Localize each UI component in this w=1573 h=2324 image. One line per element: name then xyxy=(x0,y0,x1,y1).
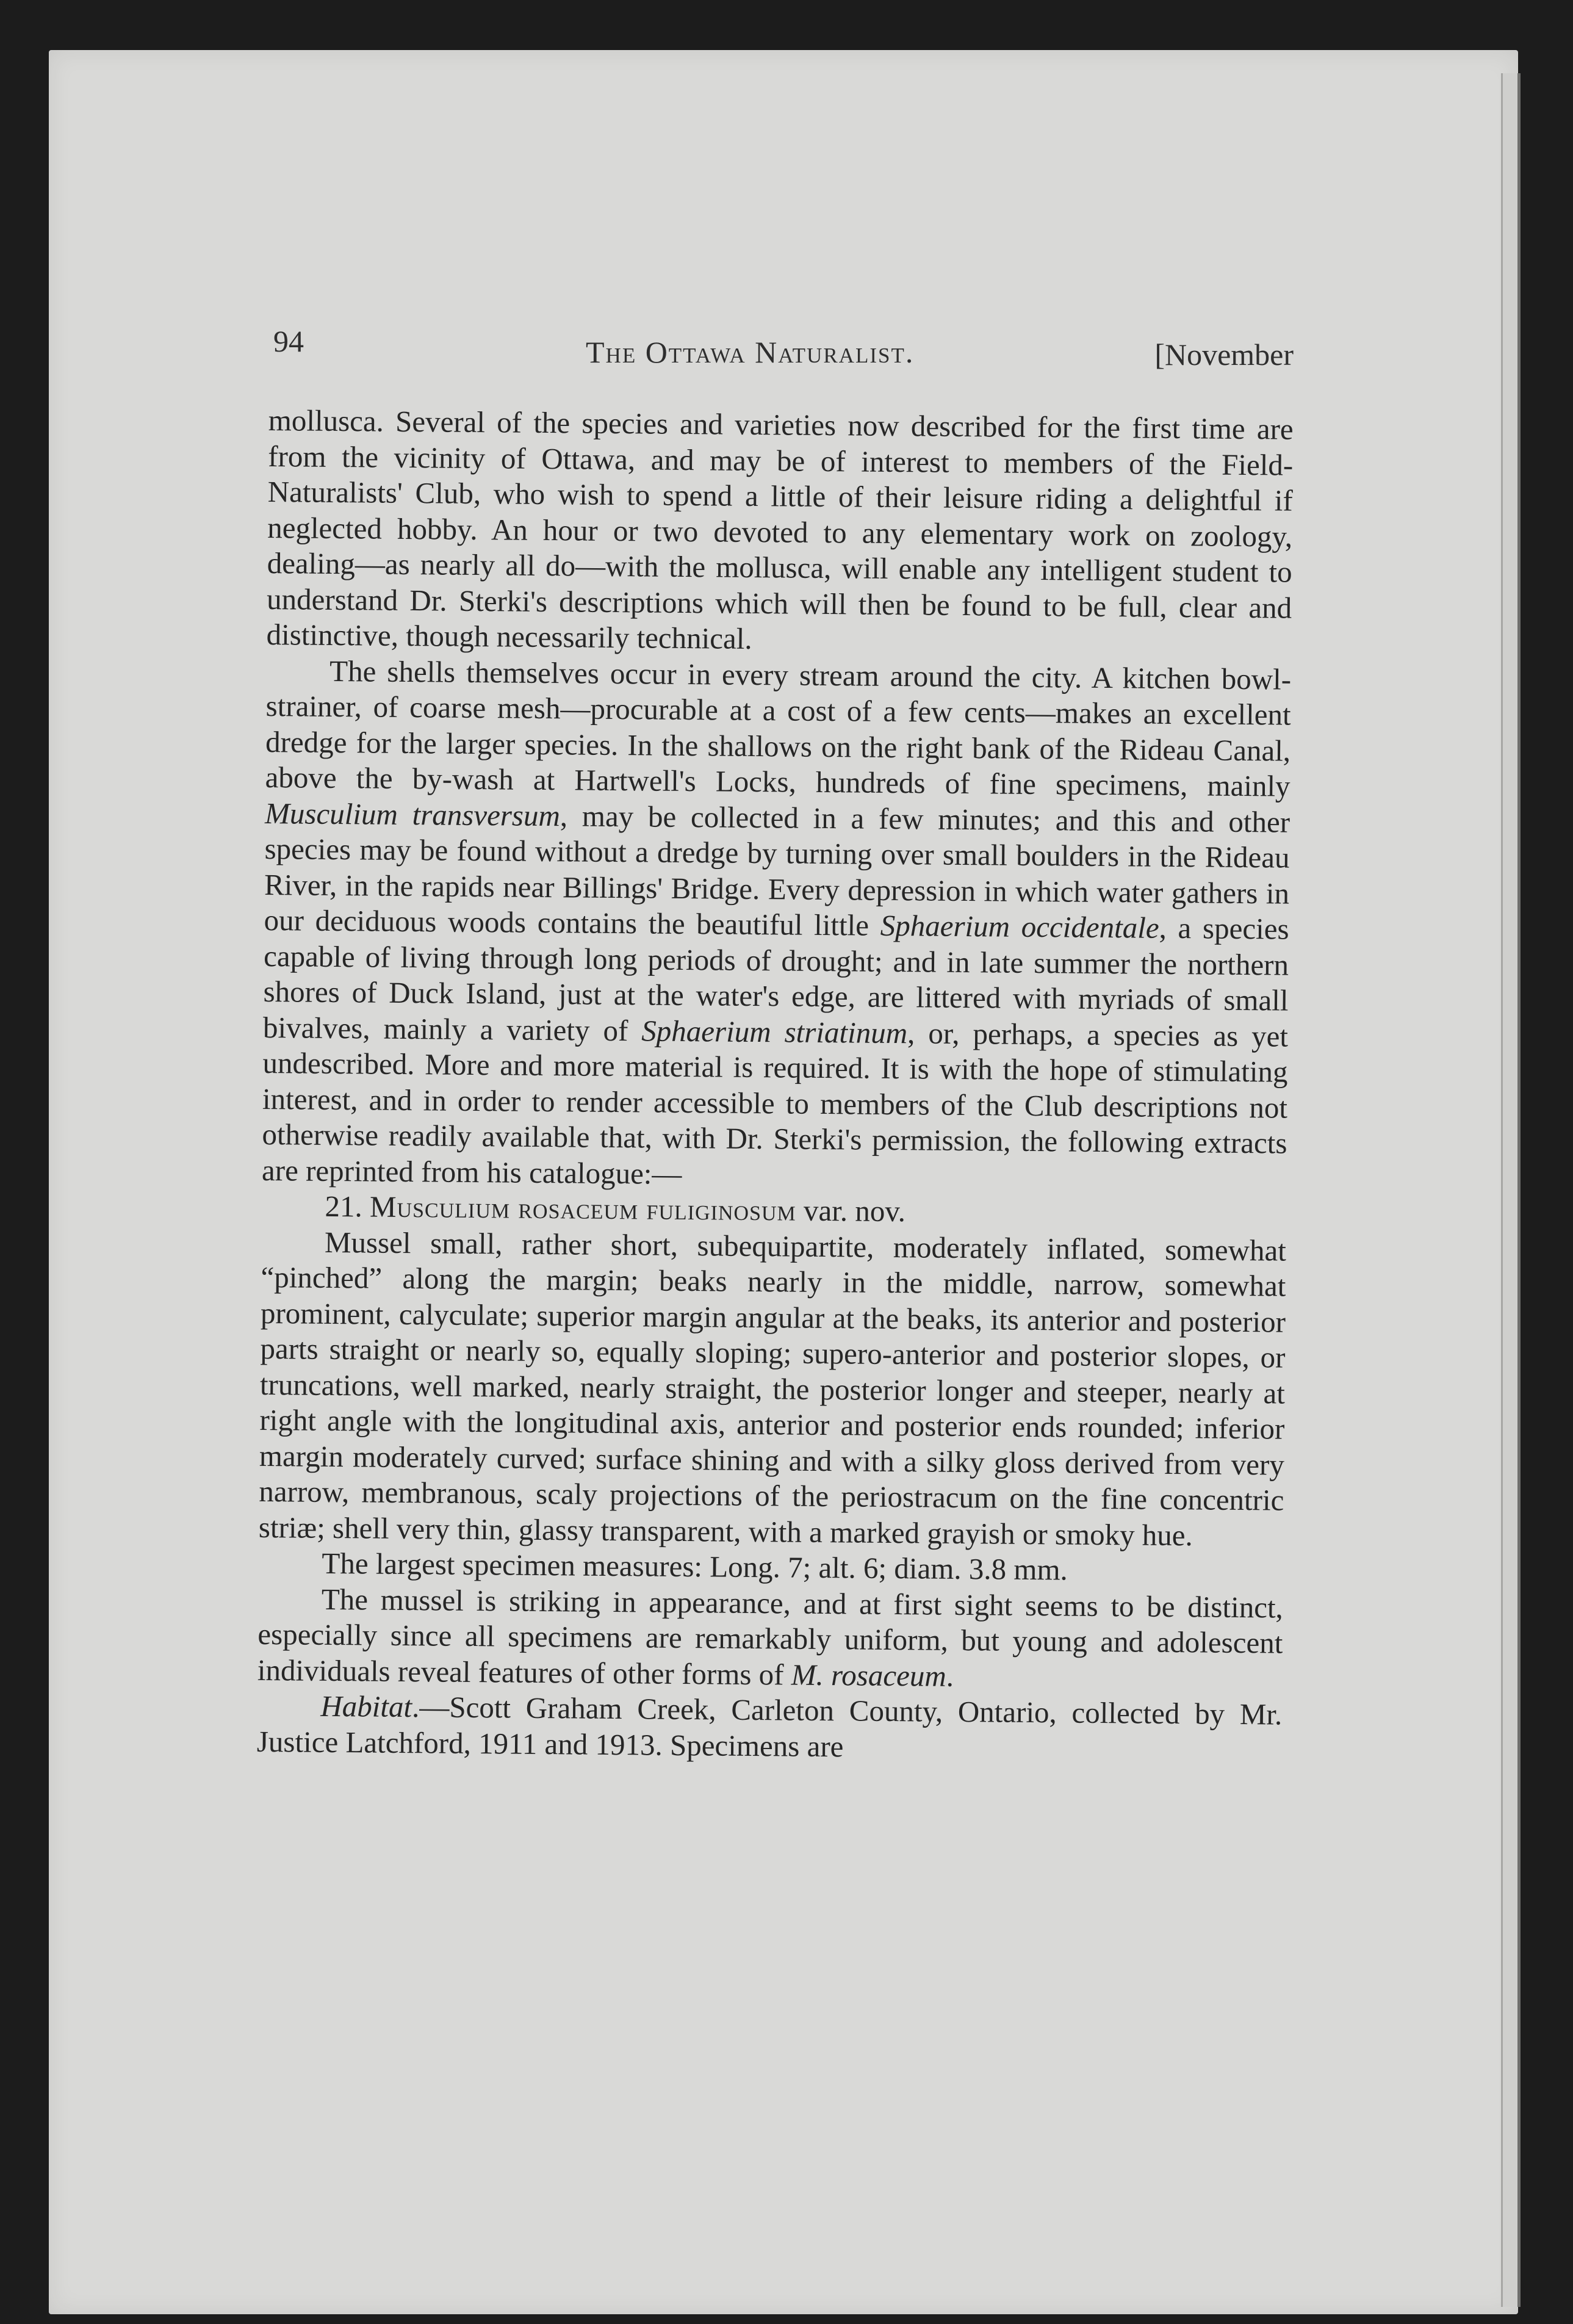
species-name: Musculium rosaceum fuliginosum xyxy=(369,1189,797,1227)
running-header xyxy=(268,323,1294,372)
italic-term: M. rosaceum xyxy=(791,1658,947,1693)
italic-term: Habitat xyxy=(320,1689,412,1724)
text-run: mollusca. Several of the species and varieties now described for the first time are from the vicinity of Ottawa, and may be of interest to members of the Field-Naturalists' Club, who wish to spend a little of their leisure riding a delightful if neglected hobby. An hour or two devoted to any elementary work on zoology, dealing—as nearly all do—with the mollusca, will enable any intelligent student to understand Dr. Sterki's descriptions which will then be found to be full, clear and distinctive, though necessarily technical. xyxy=(266,403,1294,655)
body-paragraph xyxy=(257,1581,1283,1697)
text-run: , or, perhaps, a species as yet undescribed. More and more material is required. It is with the hope of stimulating interest, and in order to render accessible to members of the Club descriptions not otherwise readily available that, with Dr. Sterki's permission, the following extracts are reprinted from his catalogue:— xyxy=(261,1016,1289,1191)
text-run: var. nov. xyxy=(796,1193,906,1229)
text-run: . xyxy=(946,1659,954,1693)
text-run: The mussel is striking in appearance, and at first sight seems to be distinct, especially since all specimens are remarkably uniform, but young and adolescent individuals reveal features of other forms of xyxy=(257,1582,1284,1692)
text-run: Mussel small, rather short, subequipartite, moderately inflated, somewhat “pinched” along the margin; beaks nearly in the middle, narrow, somewhat prominent, calyculate; superior margin angular at the beaks, its anterior and posterior parts straight or nearly so, equally sloping; supero-anterior and posterior slopes, or truncations, well marked, nearly straight, the posterior longer and steeper, nearly at right angle with the longitudinal axis, anterior and posterior ends rounded; inferior margin moderately curved; surface shining and with a silky gloss derived from very narrow, membranous, scaly projections of the periostracum on the fine concentric striæ; shell very thin, glassy transparent, with a marked grayish or smoky hue. xyxy=(258,1225,1287,1552)
italic-term: Musculium transversum xyxy=(264,796,561,832)
text-run: The largest specimen measures: Long. 7; alt. 6; diam. 3.8 mm. xyxy=(322,1546,1068,1587)
body-paragraph xyxy=(266,403,1294,662)
page-number: 94 xyxy=(273,324,304,358)
text-run: , a species capable of living through long periods of drought; and in late summer the northern shores of Duck Island, just at the water's edge, are littered with myriads of small bivalves, mainly a variety of xyxy=(262,911,1289,1047)
issue-month: [November xyxy=(1154,337,1294,372)
journal-title: The Ottawa Naturalist. xyxy=(586,335,915,369)
italic-term: Sphaerium striatinum xyxy=(641,1013,908,1050)
article-body xyxy=(257,403,1294,1769)
body-paragraph xyxy=(262,652,1292,1197)
page-edge-shadow xyxy=(1501,73,1521,2307)
text-run: The shells themselves occur in every stream around the city. A kitchen bowl-strainer, of coarse mesh—procurable at a cost of a few cents—makes an excellent dredge for the larger species. In the shallows on the right bank of the Rideau Canal, above the by-wash at Hartwell's Locks, hundreds of fine specimens, mainly xyxy=(265,654,1292,803)
text-run: , may be collected in a few minutes; and this and other species may be found without a dredge by turning over small boulders in the Rideau River, in the rapids near Billings' Bridge. Every depression in which water gathers in our deciduous woods contains the beautiful little xyxy=(264,798,1290,942)
italic-term: Sphaerium occidentale xyxy=(880,908,1159,945)
body-paragraph xyxy=(259,1224,1287,1554)
body-paragraph xyxy=(257,1688,1283,1769)
text-run: .—Scott Graham Creek, Carleton County, Ontario, collected by Mr. Justice Latchford, 1911 and 1913. Specimens are xyxy=(256,1690,1283,1763)
text-run: 21. xyxy=(325,1189,370,1224)
